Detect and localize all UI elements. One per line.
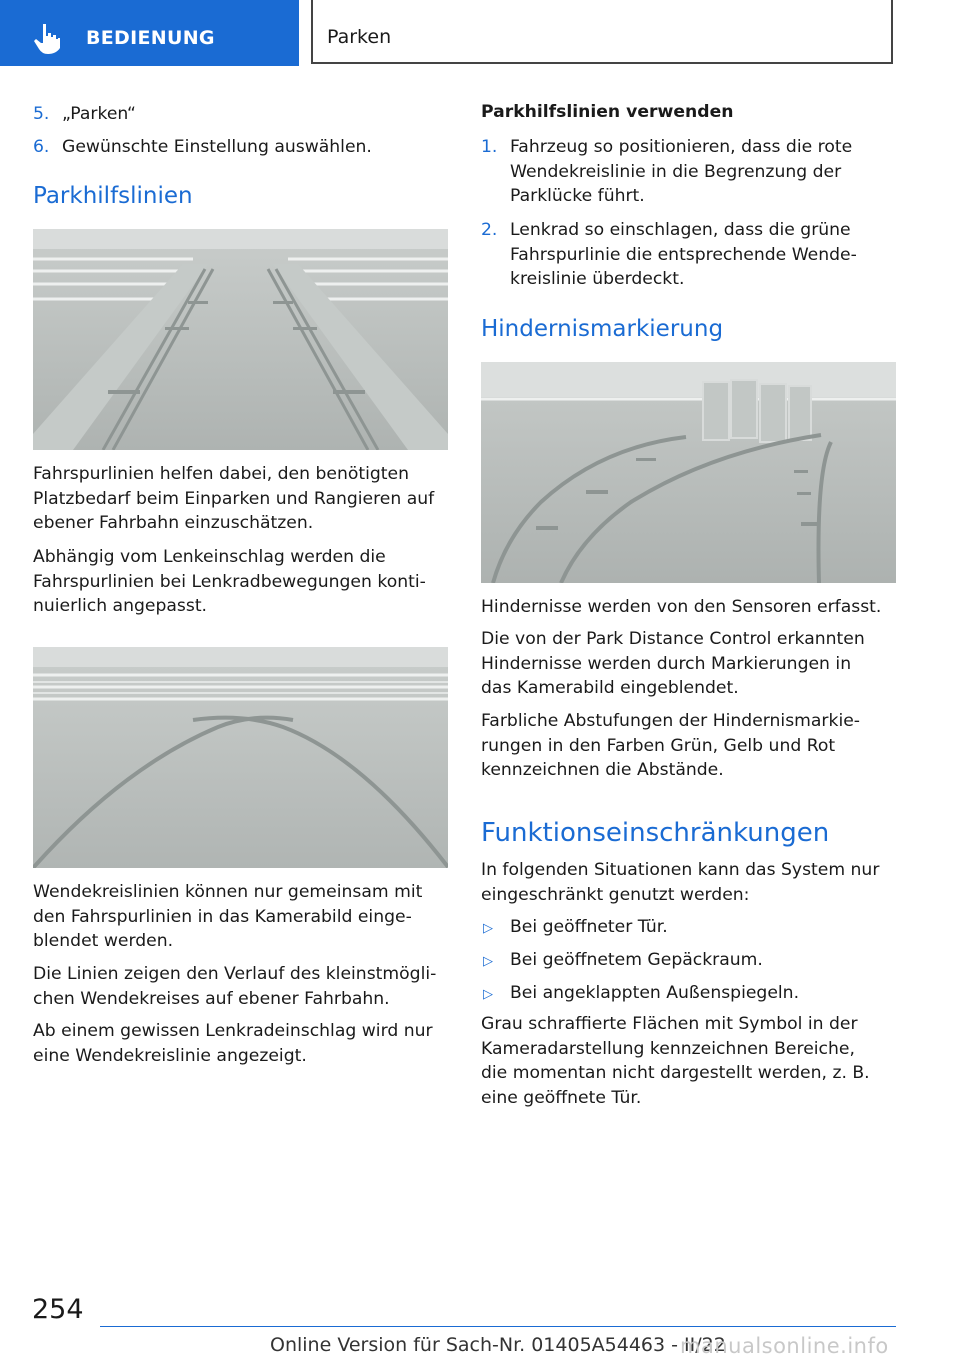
lane-lines-illustration: [33, 229, 448, 450]
section-heading: Funktionseinschränkungen: [481, 818, 830, 848]
step-text: [510, 218, 857, 292]
paragraph: [481, 709, 860, 783]
text-line: Wendekreislinie in die Begrenzung der: [510, 161, 842, 182]
paragraph: [481, 595, 881, 620]
paragraph: [481, 627, 865, 701]
text-line: den Fahrspurlinien in das Kamerabild einge-: [33, 906, 412, 927]
step-text: [510, 135, 852, 209]
text-line: Die Linien zeigen den Verlauf des kleinstmögli-: [33, 964, 437, 984]
turning-circle-illustration: [33, 647, 448, 868]
chapter-box: [311, 0, 893, 64]
step-number: 1.: [481, 137, 498, 157]
text-line: Ab einem gewissen Lenkradeinschlag wird nur: [33, 1021, 433, 1041]
text-line: rungen in den Farben Grün, Gelb und Rot: [481, 735, 836, 756]
obstacle-marking-illustration: [481, 362, 896, 583]
text-line: Fahrspurlinien bei Lenkradbewegungen konti-: [33, 571, 426, 592]
text-line: Fahrspurlinie die entsprechende Wende-: [510, 244, 857, 265]
section-heading: Hindernismarkierung: [481, 316, 724, 342]
text-line: blendet werden.: [33, 931, 174, 952]
text-line: Wendekreislinien können nur gemeinsam mit: [33, 882, 423, 902]
step-number: 5.: [33, 104, 50, 124]
triangle-bullet-icon: ▷: [483, 954, 493, 969]
text-line: Farbliche Abstufungen der Hindernismarkie-: [481, 711, 861, 731]
step-number: 6.: [33, 137, 50, 157]
footer-text: Online Version für Sach-Nr. 01405A54463 - II/22: [270, 1334, 726, 1356]
text-line: eine Wendekreislinie angezeigt.: [33, 1045, 307, 1066]
step-number: 2.: [481, 220, 498, 240]
section-tab: [0, 0, 299, 66]
text-line: eine geöffnete Tür.: [481, 1087, 642, 1108]
list-item: Bei angeklappten Außenspiegeln.: [510, 983, 800, 1003]
text-line: Platzbedarf beim Einparken und Rangieren auf: [33, 488, 435, 509]
watermark: manualsonline.info: [680, 1334, 889, 1358]
list-item: Bei geöffnetem Gepäckraum.: [510, 950, 763, 970]
section-title: BEDIENUNG: [86, 27, 215, 49]
hand-pointer-icon: [30, 22, 64, 56]
text-line: Parklücke führt.: [510, 186, 645, 207]
step-text: „Parken“: [62, 104, 136, 124]
text-line: kennzeichnen die Abstände.: [481, 760, 724, 781]
text-line: das Kamerabild eingeblendet.: [481, 678, 739, 699]
paragraph: [33, 1019, 433, 1068]
list-item: Bei geöffneter Tür.: [510, 917, 668, 937]
text-line: Kameradarstellung kennzeichnen Bereiche,: [481, 1038, 855, 1059]
text-line: ebener Fahrbahn einzuschätzen.: [33, 513, 314, 534]
text-line: die momentan nicht dargestellt werden, z. B.: [481, 1063, 870, 1084]
triangle-bullet-icon: ▷: [483, 987, 493, 1002]
text-line: Hindernisse werden durch Markierungen in: [481, 653, 852, 674]
subheading: Parkhilfslinien verwenden: [481, 102, 734, 122]
paragraph: [481, 1012, 870, 1110]
footer-divider: [100, 1326, 896, 1327]
paragraph: [33, 962, 436, 1011]
text-line: chen Wendekreises auf ebener Fahrbahn.: [33, 988, 390, 1009]
text-line: Hindernisse werden von den Sensoren erfasst.: [481, 597, 882, 617]
text-line: Die von der Park Distance Control erkannten: [481, 629, 865, 649]
paragraph: [33, 462, 434, 536]
text-line: nuierlich angepasst.: [33, 596, 208, 617]
text-line: Lenkrad so einschlagen, dass die grüne: [510, 220, 851, 240]
step-text: Gewünschte Einstellung auswählen.: [62, 137, 372, 157]
text-line: Grau schraffierte Flächen mit Symbol in der: [481, 1014, 858, 1034]
paragraph: [33, 545, 426, 619]
text-line: In folgenden Situationen kann das System nur: [481, 860, 880, 880]
triangle-bullet-icon: ▷: [483, 921, 493, 936]
paragraph: [33, 880, 422, 954]
text-line: Abhängig vom Lenkeinschlag werden die: [33, 547, 386, 567]
paragraph: [481, 858, 879, 907]
page-number: 254: [32, 1294, 84, 1325]
text-line: Fahrspurlinien helfen dabei, den benötigten: [33, 464, 409, 484]
text-line: kreislinie überdeckt.: [510, 269, 685, 290]
text-line: Fahrzeug so positionieren, dass die rote: [510, 137, 853, 157]
section-heading: Parkhilfslinien: [33, 183, 193, 209]
chapter-title: Parken: [327, 26, 392, 48]
text-line: eingeschränkt genutzt werden:: [481, 884, 750, 905]
